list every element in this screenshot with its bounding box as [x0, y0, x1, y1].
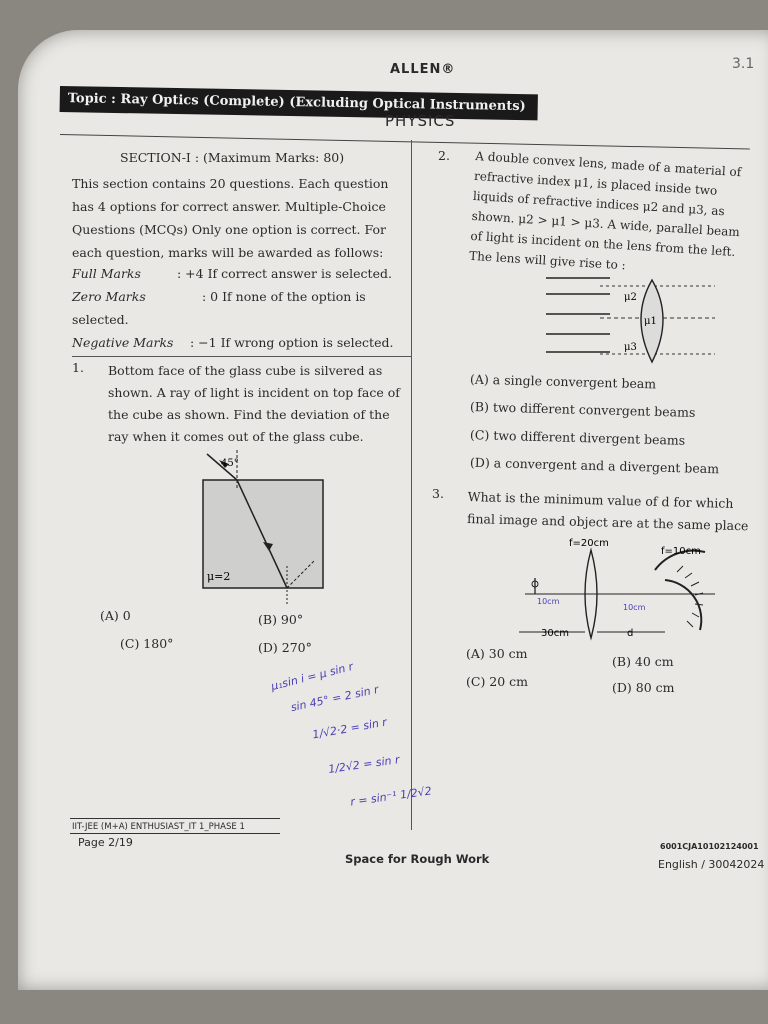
- q1-mu-label: μ=2: [207, 570, 231, 583]
- footer-course: IIT-JEE (M+A) ENTHUSIAST_IT 1_PHASE 1: [72, 822, 245, 832]
- q3-number: 3.: [432, 486, 444, 501]
- q3-30cm-label: 30cm: [541, 628, 569, 639]
- zero-marks-value: : 0 If none of the option is: [202, 289, 366, 304]
- section-intro: This section contains 20 questions. Each question has 4 options for correct answer. Multiple-Choice Questions (MCQs) Only one option is correct. For each question, marks will be awarded as follows:: [72, 176, 389, 260]
- concave-mirror: [665, 580, 701, 630]
- q3-f1-label: f=20cm: [569, 538, 609, 549]
- q2-mu1-label: μ1: [644, 316, 657, 327]
- topic-banner: Topic : Ray Optics (Complete) (Excluding Optical Instruments): [60, 86, 538, 120]
- q2-option-c: (C) two different divergent beams: [469, 427, 686, 448]
- q1-angle-label: 45°: [221, 458, 239, 469]
- q2-option-a: (A) a single convergent beam: [469, 371, 657, 392]
- q3-option-b: (B) 40 cm: [612, 654, 674, 669]
- q2-lens-figure: [540, 270, 720, 370]
- q1-option-d: (D) 270°: [258, 640, 312, 655]
- q1-option-b: (B) 90°: [258, 612, 304, 627]
- zero-marks-cont: selected.: [72, 312, 129, 327]
- brand-logo: ALLEN®: [390, 62, 456, 77]
- q1-option-c: (C) 180°: [120, 636, 174, 651]
- q2-number: 2.: [438, 148, 450, 163]
- paper-code: 6001CJA10102124001: [660, 842, 759, 851]
- section-heading: SECTION-I : (Maximum Marks: 80): [120, 150, 345, 165]
- page-number: Page 2/19: [78, 836, 133, 849]
- q1-option-a: (A) 0: [100, 608, 131, 623]
- q2-mu3-label: μ3: [624, 342, 637, 353]
- work-line-3: 1/√2·2 = sin r: [311, 715, 388, 742]
- paper-language: English / 30042024: [658, 858, 765, 871]
- q3-10cm-right: 10cm: [623, 603, 646, 612]
- marking-scheme: [72, 262, 412, 354]
- negative-marks-value: : −1 If wrong option is selected.: [190, 335, 394, 350]
- work-line-1: μ₁sin i = μ sin r: [269, 660, 355, 693]
- section-divider: [72, 356, 412, 357]
- q3-d-label: d: [627, 628, 634, 639]
- q2-option-b: (B) two different convergent beams: [469, 399, 696, 420]
- q1-text: Bottom face of the glass cube is silvered as shown. A ray of light is incident on top face of the cube as shown. Find the deviation of the ray when it comes out of the glass cube.: [108, 363, 400, 444]
- subject-title: PHYSICS: [385, 112, 456, 130]
- mirror-hatching: [677, 566, 703, 627]
- work-line-5: r = sin⁻¹ 1/2√2: [349, 784, 433, 809]
- full-marks-value: : +4 If correct answer is selected.: [177, 266, 392, 281]
- q3-option-c: (C) 20 cm: [466, 674, 529, 689]
- q3-lens-mirror-figure: [505, 532, 735, 648]
- rough-work-label: Space for Rough Work: [345, 852, 490, 866]
- q3-10cm-left: 10cm: [537, 597, 560, 606]
- zero-marks-label: Zero Marks: [72, 289, 146, 304]
- work-line-4: 1/2√2 = sin r: [327, 753, 401, 776]
- q3-option-a: (A) 30 cm: [466, 646, 528, 661]
- q3-text: What is the minimum value of d for which final image and object are at the same place: [466, 488, 749, 534]
- q2-option-d: (D) a convergent and a divergent beam: [469, 454, 720, 477]
- negative-marks-label: Negative Marks: [72, 335, 174, 350]
- q3-f2-label: f=10cm: [661, 546, 701, 557]
- q2-mu2-label: μ2: [624, 292, 637, 303]
- q2-text: A double convex lens, made of a material of refractive index μ1, is placed inside two liquids of refractive indices μ2 and μ3, as shown. μ2 > μ1 > μ3. A wide, parallel beam of light is incident on the lens from the left. The lens will give rise to :: [468, 148, 742, 273]
- full-marks-label: Full Marks: [72, 266, 141, 281]
- work-line-2: sin 45° = 2 sin r: [289, 682, 380, 715]
- corner-tag: 3.1: [732, 56, 755, 72]
- q1-number: 1.: [72, 360, 84, 375]
- q1-glass-cube-figure: [195, 448, 345, 608]
- q3-option-d: (D) 80 cm: [612, 680, 675, 695]
